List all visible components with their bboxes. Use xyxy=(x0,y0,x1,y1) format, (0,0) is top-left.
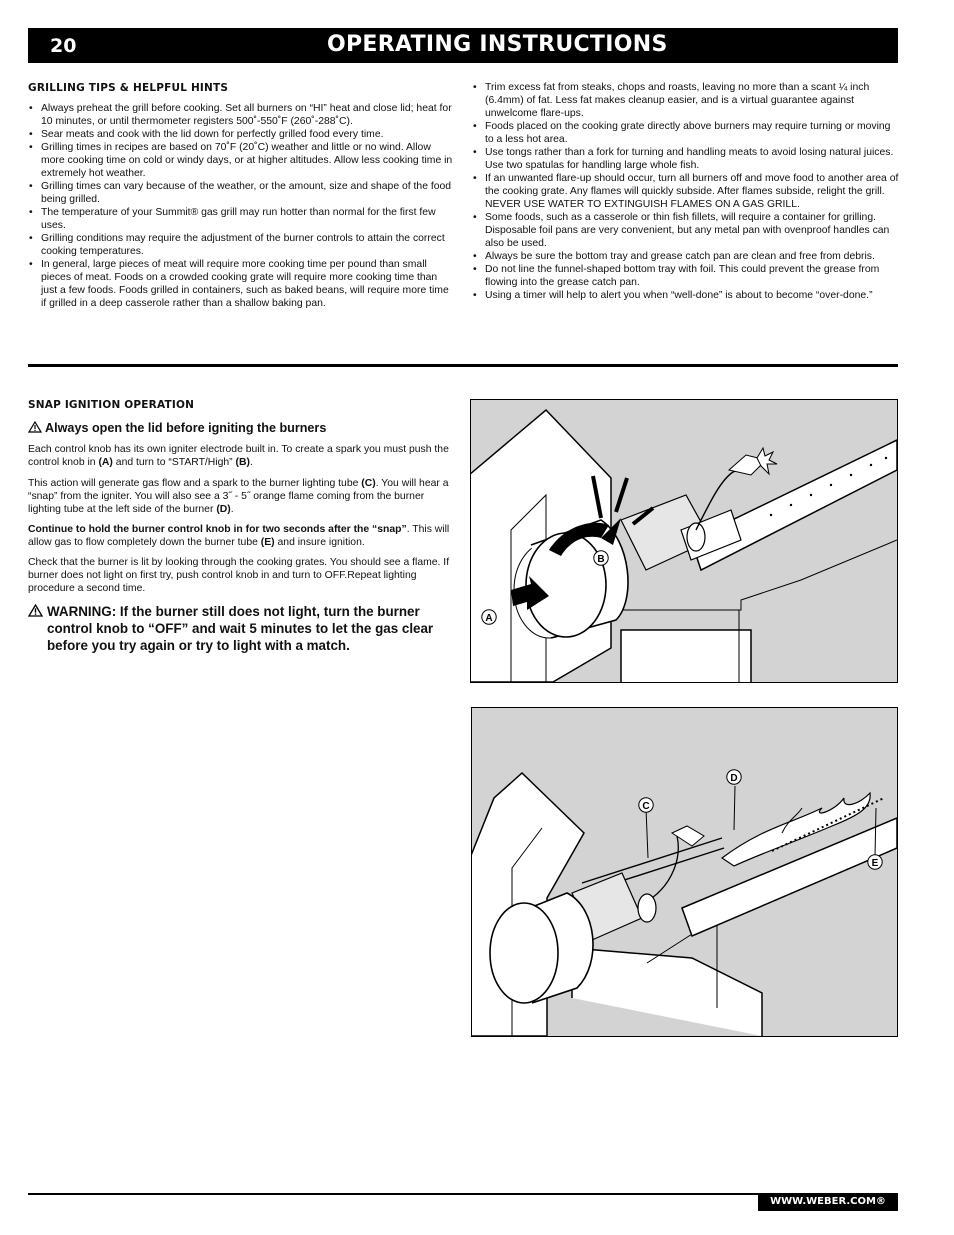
tips-list-left xyxy=(28,102,456,310)
warning-icon xyxy=(28,421,42,433)
paragraph-3: Continue to hold the burner control knob in for two seconds after the “snap”. This will allow gas to flow completely down the burner tube (E) and insure ignition. xyxy=(28,524,450,548)
list-item: • Do not line the funnel-shaped bottom tray with foil. This could prevent the grease from flowing into the grease catch pan. xyxy=(472,263,900,289)
list-item: • Trim excess fat from steaks, chops and roasts, leaving no more than a scant ¼ inch (6.4mm) of fat. Less fat makes cleanup easier, and is a virtual guarantee against unwelcome flare-ups. xyxy=(472,81,900,120)
page-title: OPERATING INSTRUCTIONS xyxy=(327,32,668,57)
burner-figure xyxy=(471,707,898,1037)
website-badge: WWW.WEBER.COM® xyxy=(758,1193,898,1211)
list-item: • Grilling times can vary because of the weather, or the amount, size and shape of the food being grilled. xyxy=(28,180,456,206)
paragraph-4: Check that the burner is lit by looking through the cooking grates. You should see a flame. If burner does not light on first try, push control knob in and turn to OFF.Repeat lighting procedure a second time. xyxy=(28,557,450,594)
list-item: • Grilling conditions may require the adjustment of the burner controls to attain the correct cooking temperatures. xyxy=(28,232,456,258)
svg-text:E: E xyxy=(871,858,879,869)
svg-text:B: B xyxy=(597,554,605,565)
svg-text:C: C xyxy=(642,801,650,812)
ignition-figure xyxy=(470,399,898,683)
callout-a xyxy=(481,609,497,625)
svg-text:A: A xyxy=(485,613,493,624)
warning-icon xyxy=(28,604,43,617)
list-item: • Always be sure the bottom tray and grease catch pan are clean and free from debris. xyxy=(472,250,900,263)
page-header xyxy=(28,28,898,63)
callout-b xyxy=(593,550,609,566)
tips-heading: GRILLING TIPS & HELPFUL HINTS xyxy=(28,82,229,94)
list-item: • Sear meats and cook with the lid down for perfectly grilled food every time. xyxy=(28,128,456,141)
callout-c xyxy=(638,797,654,813)
list-item: • In general, large pieces of meat will require more cooking time per pound than small pieces of meat. Foods on a crowded cooking grate will require more cooking time than just a few foods. Foods grilled in containers, such as baked beans, will require more time if grilled in a deep casserole rather than a shallow baking pan. xyxy=(28,258,456,310)
list-item: • Using a timer will help to alert you when “well-done” is about to become “over-done.” xyxy=(472,289,900,302)
list-item: • Foods placed on the cooking grate directly above burners may require turning or moving to a less hot area. xyxy=(472,120,900,146)
callout-d xyxy=(726,769,742,785)
section-divider xyxy=(28,364,898,367)
page-number: 20 xyxy=(50,35,77,57)
ignition-illustration xyxy=(471,400,897,682)
list-item: • Some foods, such as a casserole or thin fish fillets, will require a container for grilling. Disposable foil pans are very convenient, but any metal pan with ovenproof handles can also be used. xyxy=(472,211,900,250)
list-item: • Always preheat the grill before cooking. Set all burners on “HI” heat and close lid; heat for 10 minutes, or until thermometer registers 500˚-550˚F (260˚-288˚C). xyxy=(28,102,456,128)
list-item: • If an unwanted flare-up should occur, turn all burners off and move food to another area of the cooking grate. Any flames will quickly subside. After flames subside, relight the grill. NEVER USE WATER TO EXTINGUISH FLAMES ON A GAS GRILL. xyxy=(472,172,900,211)
lid-warning xyxy=(28,421,326,435)
svg-text:D: D xyxy=(730,773,738,784)
snap-heading: SNAP IGNITION OPERATION xyxy=(28,399,195,411)
gas-warning-text: WARNING: If the burner still does not light, turn the burner control knob to “OFF” and wait 5 minutes to let the gas clear before you try again or try to light with a match. xyxy=(47,604,434,653)
list-item: • Grilling times in recipes are based on 70˚F (20˚C) weather and little or no wind. Allow more cooking time on cold or windy days, or at higher altitudes. Allow less cooking time in extremely hot weather. xyxy=(28,141,456,180)
lid-warning-text: Always open the lid before igniting the burners xyxy=(45,421,327,435)
paragraph-2: This action will generate gas flow and a spark to the burner lighting tube (C). You will hear a “snap” from the igniter. You will also see a 3˝ - 5˝ orange flame coming from the burner lighting tube at the left side of the burner (D). xyxy=(28,478,449,515)
burner-illustration xyxy=(472,708,897,1036)
gas-warning xyxy=(28,603,458,654)
tips-list-right xyxy=(472,81,900,302)
callout-e xyxy=(867,854,883,870)
paragraph-1: Each control knob has its own igniter electrode built in. To create a spark you must push the control knob in (A) and turn to “START/High” (B). xyxy=(28,444,449,468)
list-item: • The temperature of your Summit® gas grill may run hotter than normal for the first few uses. xyxy=(28,206,456,232)
list-item: • Use tongs rather than a fork for turning and handling meats to avoid losing natural juices. Use two spatulas for handling large whole fish. xyxy=(472,146,900,172)
